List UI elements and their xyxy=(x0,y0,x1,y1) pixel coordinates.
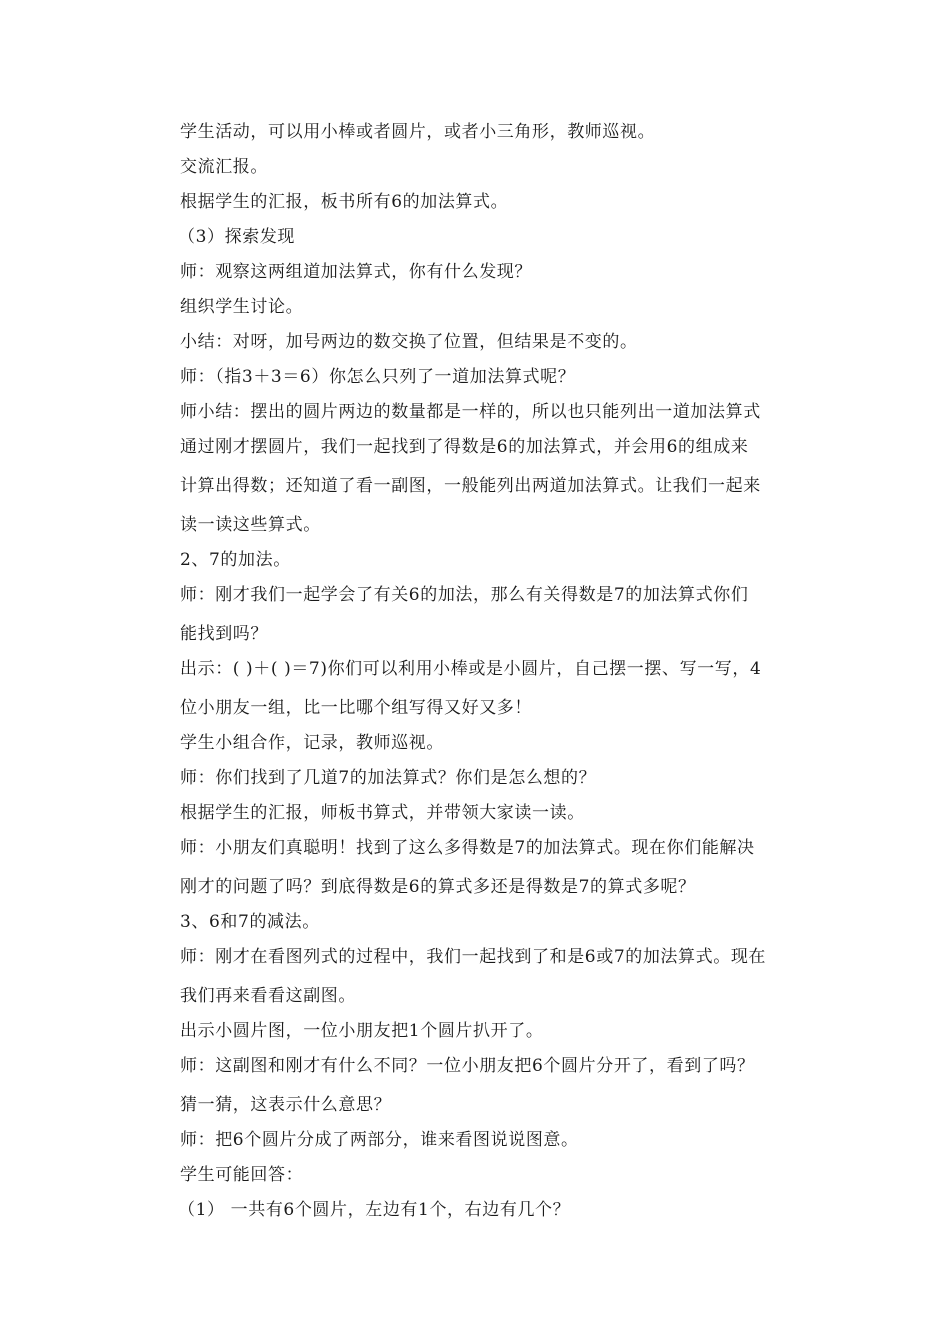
text-line: 学生活动，可以用小棒或者圆片，或者小三角形，教师巡视。 xyxy=(180,122,656,142)
text-line: 根据学生的汇报，师板书算式，并带领大家读一读。 xyxy=(180,803,585,823)
text-line: 师：你们找到了几道7的加法算式？你们是怎么想的？ xyxy=(180,768,597,788)
text-line: 师：把6个圆片分成了两部分，谁来看图说说图意。 xyxy=(180,1130,579,1150)
list-item: （1） 一共有6个圆片，左边有1个，右边有几个？ xyxy=(178,1200,571,1220)
text-line: 组织学生讨论。 xyxy=(180,297,304,317)
text-line: 师：这副图和刚才有什么不同？一位小朋友把6个圆片分开了，看到了吗？ xyxy=(180,1056,755,1076)
section-heading: （3）探索发现 xyxy=(178,227,296,247)
text-line: 我们再来看看这副图。 xyxy=(180,986,356,1006)
text-line: 通过刚才摆圆片，我们一起找到了得数是6的加法算式，并会用6的组成来 xyxy=(180,437,749,457)
document-body xyxy=(180,122,820,1235)
text-line: 师：观察这两组道加法算式，你有什么发现？ xyxy=(180,262,532,282)
text-line: 交流汇报。 xyxy=(180,157,268,177)
text-line: 计算出得数；还知道了看一副图，一般能列出两道加法算式。让我们一起来 xyxy=(180,476,761,496)
text-line: 读一读这些算式。 xyxy=(180,515,321,535)
section-heading: 3、6和7的减法。 xyxy=(180,912,320,932)
text-line: 师：刚才在看图列式的过程中，我们一起找到了和是6或7的加法算式。现在 xyxy=(180,947,767,967)
text-line: 能找到吗？ xyxy=(180,624,268,644)
text-line: 小结：对呀，加号两边的数交换了位置，但结果是不变的。 xyxy=(180,332,638,352)
text-line: 根据学生的汇报，板书所有6的加法算式。 xyxy=(180,192,509,212)
text-line: 位小朋友一组，比一比哪个组写得又好又多！ xyxy=(180,698,532,718)
text-line: 刚才的问题了吗？到底得数是6的算式多还是得数是7的算式多呢？ xyxy=(180,877,696,897)
text-line: 猜一猜，这表示什么意思？ xyxy=(180,1095,392,1115)
text-line: 师：（指3＋3＝6）你怎么只列了一道加法算式呢？ xyxy=(180,367,576,387)
text-line: 学生小组合作，记录，教师巡视。 xyxy=(180,733,444,753)
text-line: 师：刚才我们一起学会了有关6的加法，那么有关得数是7的加法算式你们 xyxy=(180,585,749,605)
text-line: 学生可能回答： xyxy=(180,1165,304,1185)
text-line: 出示小圆片图，一位小朋友把1个圆片扒开了。 xyxy=(180,1021,544,1041)
text-line: 出示：( )＋( )＝7)你们可以利用小棒或是小圆片，自己摆一摆、写一写，4 xyxy=(180,659,762,679)
text-line: 师小结：摆出的圆片两边的数量都是一样的，所以也只能列出一道加法算式 xyxy=(180,402,761,422)
text-line: 师：小朋友们真聪明！找到了这么多得数是7的加法算式。现在你们能解决 xyxy=(180,838,755,858)
section-heading: 2、7的加法。 xyxy=(180,550,291,570)
